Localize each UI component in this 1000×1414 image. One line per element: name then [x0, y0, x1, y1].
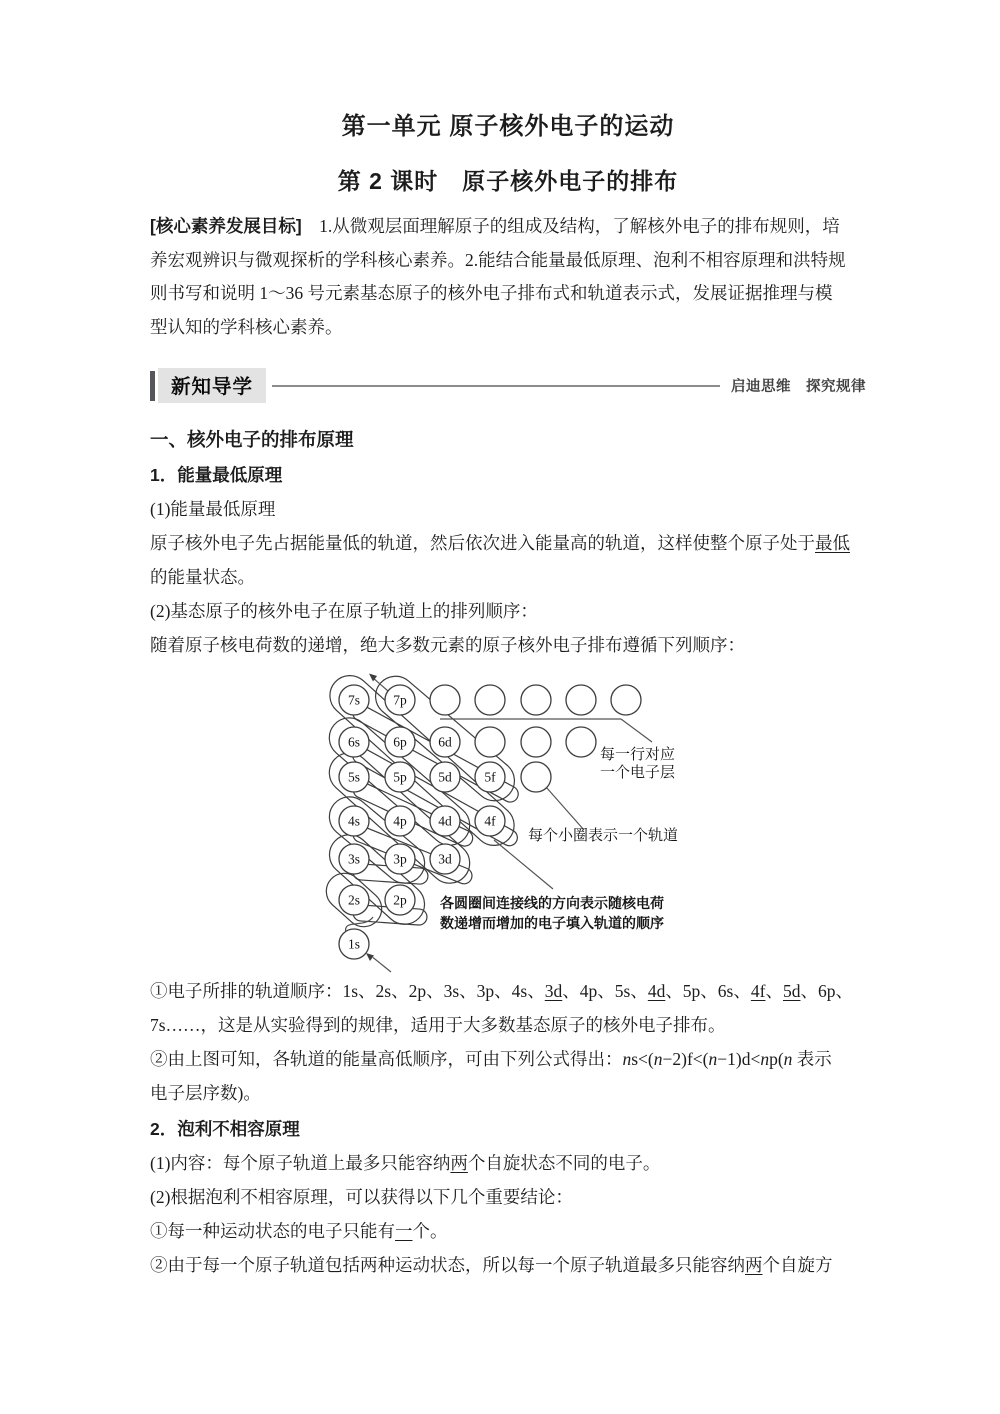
orbital-label: 6s	[347, 734, 361, 750]
body-line: 的能量状态。	[150, 567, 255, 587]
banner-accent-bar	[150, 371, 155, 401]
row-rule-pointer	[621, 719, 652, 742]
banner-rule	[272, 385, 720, 387]
section-banner	[150, 370, 866, 401]
body-line: ①每一种运动状态的电子只能有一个。	[150, 1221, 448, 1241]
orbital-label: 3d	[438, 851, 452, 867]
pauli-principle-paragraph	[150, 1146, 866, 1282]
orbital-label: 4d	[438, 813, 452, 829]
aufbau-orbital-filling-diagram	[316, 656, 712, 980]
body-line: (2)根据泡利不相容原理，可以获得以下几个重要结论：	[150, 1187, 573, 1207]
body-line: (1)能量最低原理	[150, 499, 276, 519]
orbital-group-capsule	[321, 789, 433, 892]
orbital-label: 3p	[393, 851, 407, 867]
body-line: 7s……，这是从实验得到的规律，适用于大多数基态原子的核外电子排布。	[150, 1015, 726, 1035]
body-line: ①电子所排的轨道顺序：1s、2s、2p、3s、3p、4s、3d、4p、5s、4d、5p、6s、4f、5d、6p、	[150, 981, 853, 1001]
empty-orbital-circle	[566, 727, 596, 757]
objectives-paragraph	[150, 210, 866, 344]
order-pointer	[494, 840, 553, 889]
orbital-label: 5p	[393, 769, 407, 785]
orbital-label: 5f	[484, 769, 496, 785]
orbital-label: 4s	[347, 813, 361, 829]
empty-orbital-circle	[611, 685, 641, 715]
orbital-label: 5d	[438, 769, 452, 785]
objectives-line: 养宏观辨识与微观探析的学科核心素养。2.能结合能量最低原理、泡利不相容原理和洪特规	[150, 249, 846, 270]
unit-title: 第一单元 原子核外电子的运动	[341, 113, 675, 140]
body-line: (1)内容：每个原子轨道上最多只能容纳两个自旋状态不同的电子。	[150, 1153, 661, 1173]
orbital-label: 2p	[393, 892, 407, 908]
circle-annotation: 每个小圈表示一个轨道	[528, 828, 679, 844]
empty-orbital-circle	[566, 685, 596, 715]
subsection-heading-energy: 1．能量最低原理	[150, 465, 283, 485]
subsection-heading-pauli: 2．泡利不相容原理	[150, 1119, 300, 1139]
orbital-label: 4f	[484, 813, 496, 829]
empty-orbital-circle	[521, 685, 551, 715]
body-line: 随着原子核电荷数的递增，绝大多数元素的原子核外电子排布遵循下列顺序：	[150, 635, 745, 655]
empty-orbital-circle	[475, 727, 505, 757]
orbital-label: 3s	[347, 851, 361, 867]
orbital-label: 7s	[347, 692, 361, 708]
lesson-title: 第 2 课时 原子核外电子的排布	[337, 168, 679, 194]
objectives-line: 则书写和说明 1～36 号元素基态原子的核外电子排布式和轨道表示式，发展证据推理与模	[150, 283, 833, 303]
circle-pointer	[546, 787, 584, 830]
start-arrow	[366, 953, 391, 972]
order-annotation-line1: 各圆圈间连接线的方向表示随核电荷	[440, 895, 664, 911]
orbital-label: 7p	[393, 692, 407, 708]
objectives-line: 型认知的学科核心素养。	[150, 316, 343, 337]
body-line: ②由于每一个原子轨道包括两种运动状态，所以每一个原子轨道最多只能容纳两个自旋方	[150, 1255, 833, 1275]
orbital-label: 6d	[438, 734, 452, 750]
orbital-label: 2s	[347, 892, 361, 908]
row-annotation-line2: 一个电子层	[600, 765, 676, 781]
body-line: 电子层序数)。	[150, 1083, 261, 1103]
page-content	[150, 0, 866, 1282]
section-heading: 一、核外电子的排布原理	[150, 429, 354, 450]
empty-orbital-circle	[521, 762, 551, 792]
body-line: 原子核外电子先占据能量低的轨道，然后依次进入能量高的轨道，这样使整个原子处于最低	[150, 533, 850, 553]
empty-orbital-circle	[521, 727, 551, 757]
empty-orbital-circle	[475, 685, 505, 715]
orbital-order-paragraph	[150, 974, 866, 1110]
orbital-label: 6p	[393, 734, 407, 750]
orbital-label: 4p	[393, 813, 407, 829]
start-arrowhead	[366, 953, 374, 961]
order-annotation-line2: 数递增而增加的电子填入轨道的顺序	[440, 915, 664, 931]
body-line: ②由上图可知，各轨道的能量高低顺序，可由下列公式得出：ns<(n−2)f<(n−1)d<np(n 表示	[150, 1049, 832, 1069]
row-annotation-line1: 每一行对应	[600, 747, 676, 763]
empty-orbital-circle	[430, 685, 460, 715]
energy-principle-paragraph	[150, 492, 866, 662]
banner-title: 新知导学	[158, 368, 266, 403]
body-line: (2)基态原子的核外电子在原子轨道上的排列顺序：	[150, 601, 538, 621]
orbital-label: 5s	[347, 769, 361, 785]
banner-tagline: 启迪思维 探究规律	[731, 379, 866, 395]
objectives-line: [核心素养发展目标] 1.从微观层面理解原子的组成及结构，了解核外电子的排布规则，培	[150, 216, 840, 236]
orbital-label: 1s	[347, 936, 361, 952]
